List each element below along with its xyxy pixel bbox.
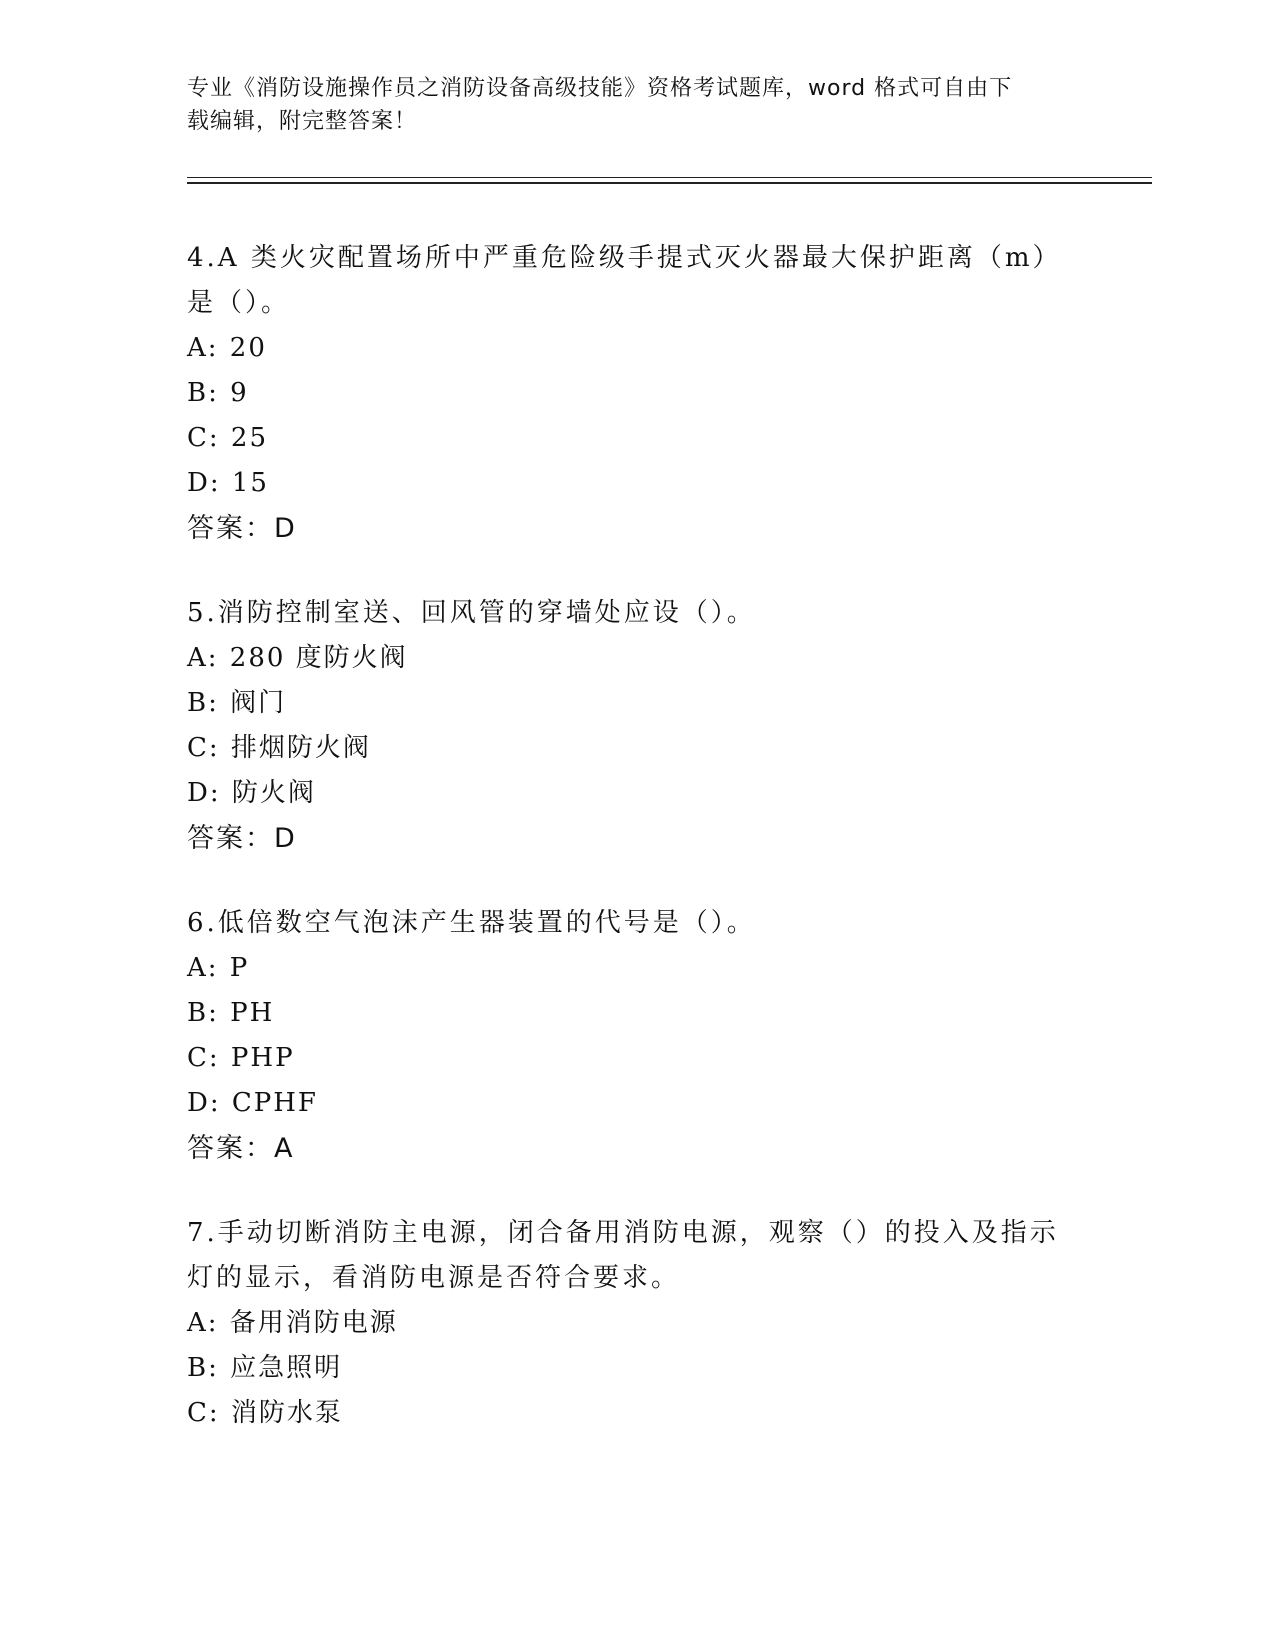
option-b <box>187 991 1087 1036</box>
option-c <box>187 726 1087 771</box>
question-stem: 7.手动切断消防主电源，闭合备用消防电源，观察（）的投入及指示灯的显示，看消防电源是否符合要求。 <box>187 1218 1059 1293</box>
option-text: 备用消防电源 <box>229 1308 398 1338</box>
option-c <box>187 1391 1087 1436</box>
option-d <box>187 1081 1087 1126</box>
question-item <box>187 236 1087 551</box>
question-stem: 4.A 类火灾配置场所中严重危险级手提式灭火器最大保护距离（m）是（）。 <box>187 243 1062 318</box>
option-key: A <box>187 643 208 673</box>
option-key: D <box>187 468 210 498</box>
answer-line: 答案：D <box>187 823 297 854</box>
option-separator: : <box>209 1088 221 1118</box>
option-separator: : <box>208 378 219 408</box>
header-line-2: 载编辑，附完整答案！ <box>187 109 418 134</box>
option-key: D <box>187 778 210 808</box>
option-text: 15 <box>231 468 269 498</box>
option-d <box>187 461 1087 506</box>
question-item <box>187 591 1087 861</box>
question-stem: 5.消防控制室送、回风管的穿墙处应设（）。 <box>187 598 756 628</box>
answer-line: 答案：D <box>187 513 297 544</box>
option-separator: : <box>207 643 219 673</box>
option-separator: : <box>209 468 221 498</box>
option-text: 消防水泵 <box>230 1398 343 1428</box>
option-a <box>187 946 1087 991</box>
option-key: C <box>187 733 209 763</box>
option-key: B <box>187 688 209 718</box>
option-text: 280 度防火阀 <box>229 643 408 673</box>
option-c <box>187 416 1087 461</box>
option-a <box>187 326 1087 371</box>
option-b <box>187 1346 1087 1391</box>
option-key: C <box>187 423 209 453</box>
option-separator: : <box>208 1398 220 1428</box>
option-separator: : <box>207 1308 219 1338</box>
option-separator: : <box>208 423 220 453</box>
answer-line: 答案：A <box>187 1133 295 1164</box>
option-key: D <box>187 1088 210 1118</box>
option-text: 应急照明 <box>230 1353 343 1383</box>
option-a <box>187 1301 1087 1346</box>
option-text: CPHF <box>231 1088 318 1118</box>
option-text: P <box>229 953 250 983</box>
option-key: A <box>187 1308 208 1338</box>
option-key: B <box>187 378 209 408</box>
option-separator: : <box>207 953 219 983</box>
option-key: A <box>187 953 208 983</box>
question-item <box>187 901 1087 1171</box>
option-b <box>187 681 1087 726</box>
option-separator: : <box>208 1043 220 1073</box>
option-key: C <box>187 1398 209 1428</box>
option-separator: : <box>209 778 221 808</box>
option-key: B <box>187 998 209 1028</box>
question-list <box>187 236 1087 1476</box>
option-text: 9 <box>230 378 249 408</box>
question-stem: 6.低倍数空气泡沫产生器装置的代号是（）。 <box>187 908 756 938</box>
option-key: B <box>187 1353 209 1383</box>
option-b <box>187 371 1087 416</box>
option-text: PHP <box>230 1043 295 1073</box>
option-separator: : <box>208 688 219 718</box>
document-header <box>187 72 1067 138</box>
option-separator: : <box>207 333 219 363</box>
option-a <box>187 636 1087 681</box>
header-divider-thick <box>187 182 1152 184</box>
option-separator: : <box>208 733 220 763</box>
option-text: 防火阀 <box>231 778 316 808</box>
option-d <box>187 771 1087 816</box>
option-text: 阀门 <box>230 688 287 718</box>
option-text: 25 <box>230 423 268 453</box>
option-text: 排烟防火阀 <box>230 733 371 763</box>
option-c <box>187 1036 1087 1081</box>
option-text: 20 <box>229 333 267 363</box>
option-separator: : <box>208 1353 219 1383</box>
option-separator: : <box>208 998 219 1028</box>
option-text: PH <box>230 998 275 1028</box>
question-item <box>187 1211 1087 1436</box>
option-key: A <box>187 333 208 363</box>
option-key: C <box>187 1043 209 1073</box>
header-divider-thin <box>187 177 1152 178</box>
header-line-1: 专业《消防设施操作员之消防设备高级技能》资格考试题库，word 格式可自由下 <box>187 76 1013 101</box>
